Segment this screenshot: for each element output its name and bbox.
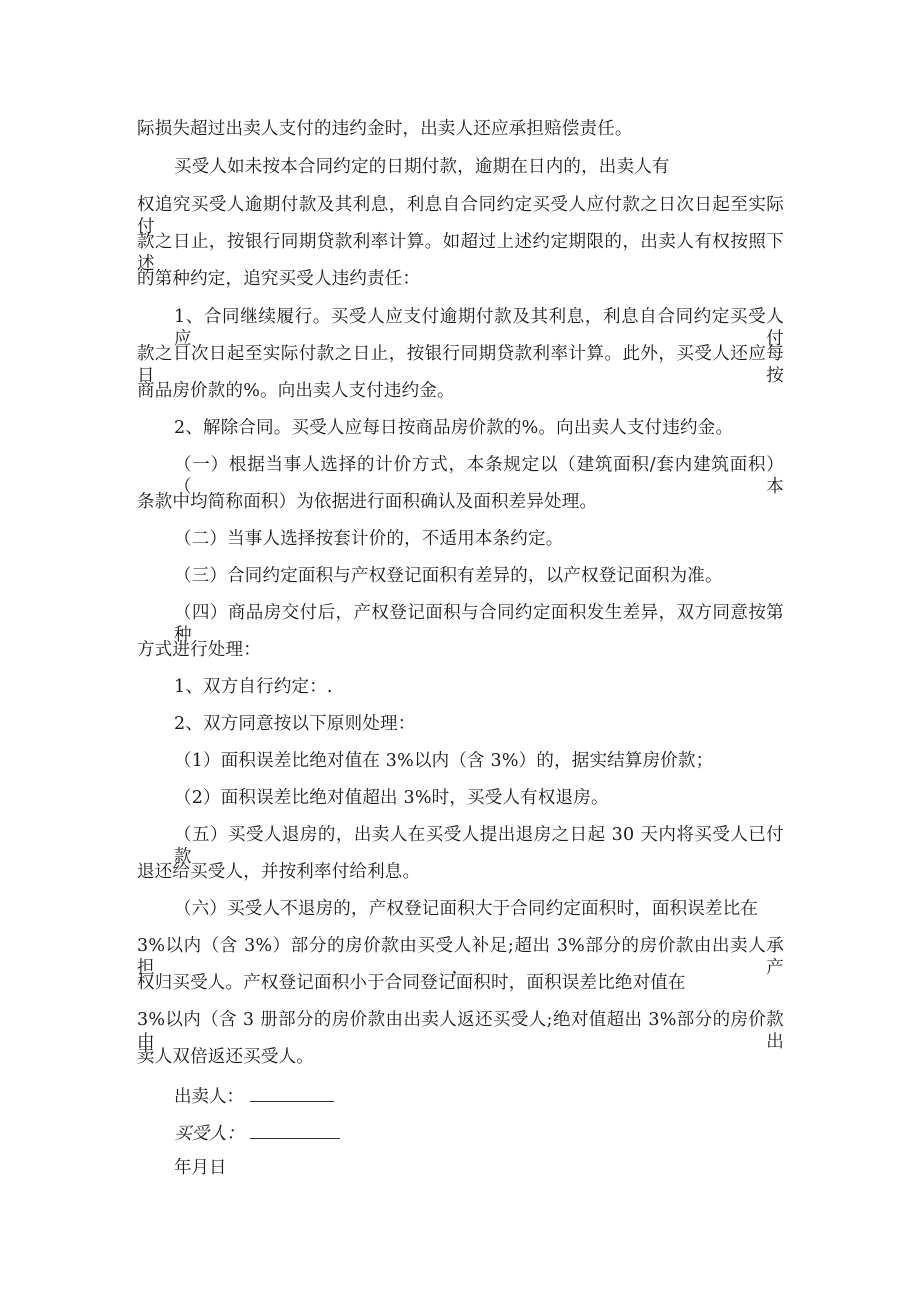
text-line: （二）当事人选择按套计价的，不适用本条约定。 bbox=[174, 529, 564, 549]
text-line: 1、双方自行约定：. bbox=[174, 677, 333, 697]
text-line: （六）买受人不退房的，产权登记面积大于合同约定面积时，面积误差比在 bbox=[174, 899, 759, 919]
buyer-label: 买受人： bbox=[174, 1124, 244, 1144]
text-line: （2）面积误差比绝对值超出 3%时，买受人有权退房。 bbox=[174, 788, 609, 808]
text-line: 权归买受人。产权登记面积小于合同登记面积时，面积误差比绝对值在 bbox=[137, 973, 686, 993]
text-line: 买受人如未按本合同约定的日期付款，逾期在日内的，出卖人有 bbox=[174, 157, 670, 177]
text-line: 3%以内（含 3%）部分的房价款由买受人补足;超出 3%部分的房价款由出卖人承担，产 bbox=[137, 936, 784, 978]
text-line: 权追究买受人逾期付款及其利息，利息自合同约定买受人应付款之日次日起至实际付 bbox=[137, 195, 784, 237]
text-line: 退还给买受人，并按利率付给利息。 bbox=[137, 862, 421, 882]
text-line: 际损失超过出卖人支付的违约金时，出卖人还应承担赔偿责任。 bbox=[137, 119, 633, 139]
text-line: 卖人双倍返还买受人。 bbox=[137, 1047, 314, 1067]
text-line: （五）买受人退房的，出卖人在买受人提出退房之日起 30 天内将买受人已付款 bbox=[174, 825, 784, 867]
text-line: 款之日止，按银行同期贷款利率计算。如超过上述约定期限的，出卖人有权按照下述 bbox=[137, 232, 784, 274]
text-line: （1）面积误差比绝对值在 3%以内（含 3%）的，据实结算房价款； bbox=[174, 751, 714, 771]
buyer-signature-blank bbox=[250, 1120, 340, 1139]
seller-signature-row bbox=[174, 1083, 334, 1108]
seller-label: 出卖人： bbox=[174, 1087, 244, 1107]
text-line: （一）根据当事人选择的计价方式，本条规定以（建筑面积/套内建筑面积）（本 bbox=[174, 455, 784, 497]
text-line: （四）商品房交付后，产权登记面积与合同约定面积发生差异，双方同意按第种 bbox=[174, 603, 784, 645]
seller-signature-blank bbox=[250, 1083, 334, 1102]
text-line: 3%以内（含 3 册部分的房价款由出卖人返还买受人;绝对值超出 3%部分的房价款由出 bbox=[137, 1010, 784, 1052]
text-line: 1、合同继续履行。买受人应支付逾期付款及其利息，利息自合同约定买受人应付 bbox=[174, 307, 784, 349]
text-line: 2、解除合同。买受人应每日按商品房价款的%。向出卖人支付违约金。 bbox=[174, 418, 734, 438]
text-line: 款之日次日起至实际付款之日止，按银行同期贷款利率计算。此外，买受人还应每日按 bbox=[137, 344, 784, 386]
text-line: 2、双方同意按以下原则处理： bbox=[174, 714, 416, 734]
date-line: 年月日 bbox=[174, 1158, 227, 1178]
text-line: （三）合同约定面积与产权登记面积有差异的，以产权登记面积为准。 bbox=[174, 566, 723, 586]
text-line: 条款中均简称面积）为依据进行面积确认及面积差异处理。 bbox=[137, 492, 598, 512]
text-line: 方式进行处理： bbox=[137, 640, 261, 660]
buyer-signature-row bbox=[174, 1120, 340, 1145]
text-line: 商品房价款的%。向出卖人支付违约金。 bbox=[137, 381, 455, 401]
text-line: 的第种约定，追究买受人违约责任： bbox=[137, 269, 421, 289]
